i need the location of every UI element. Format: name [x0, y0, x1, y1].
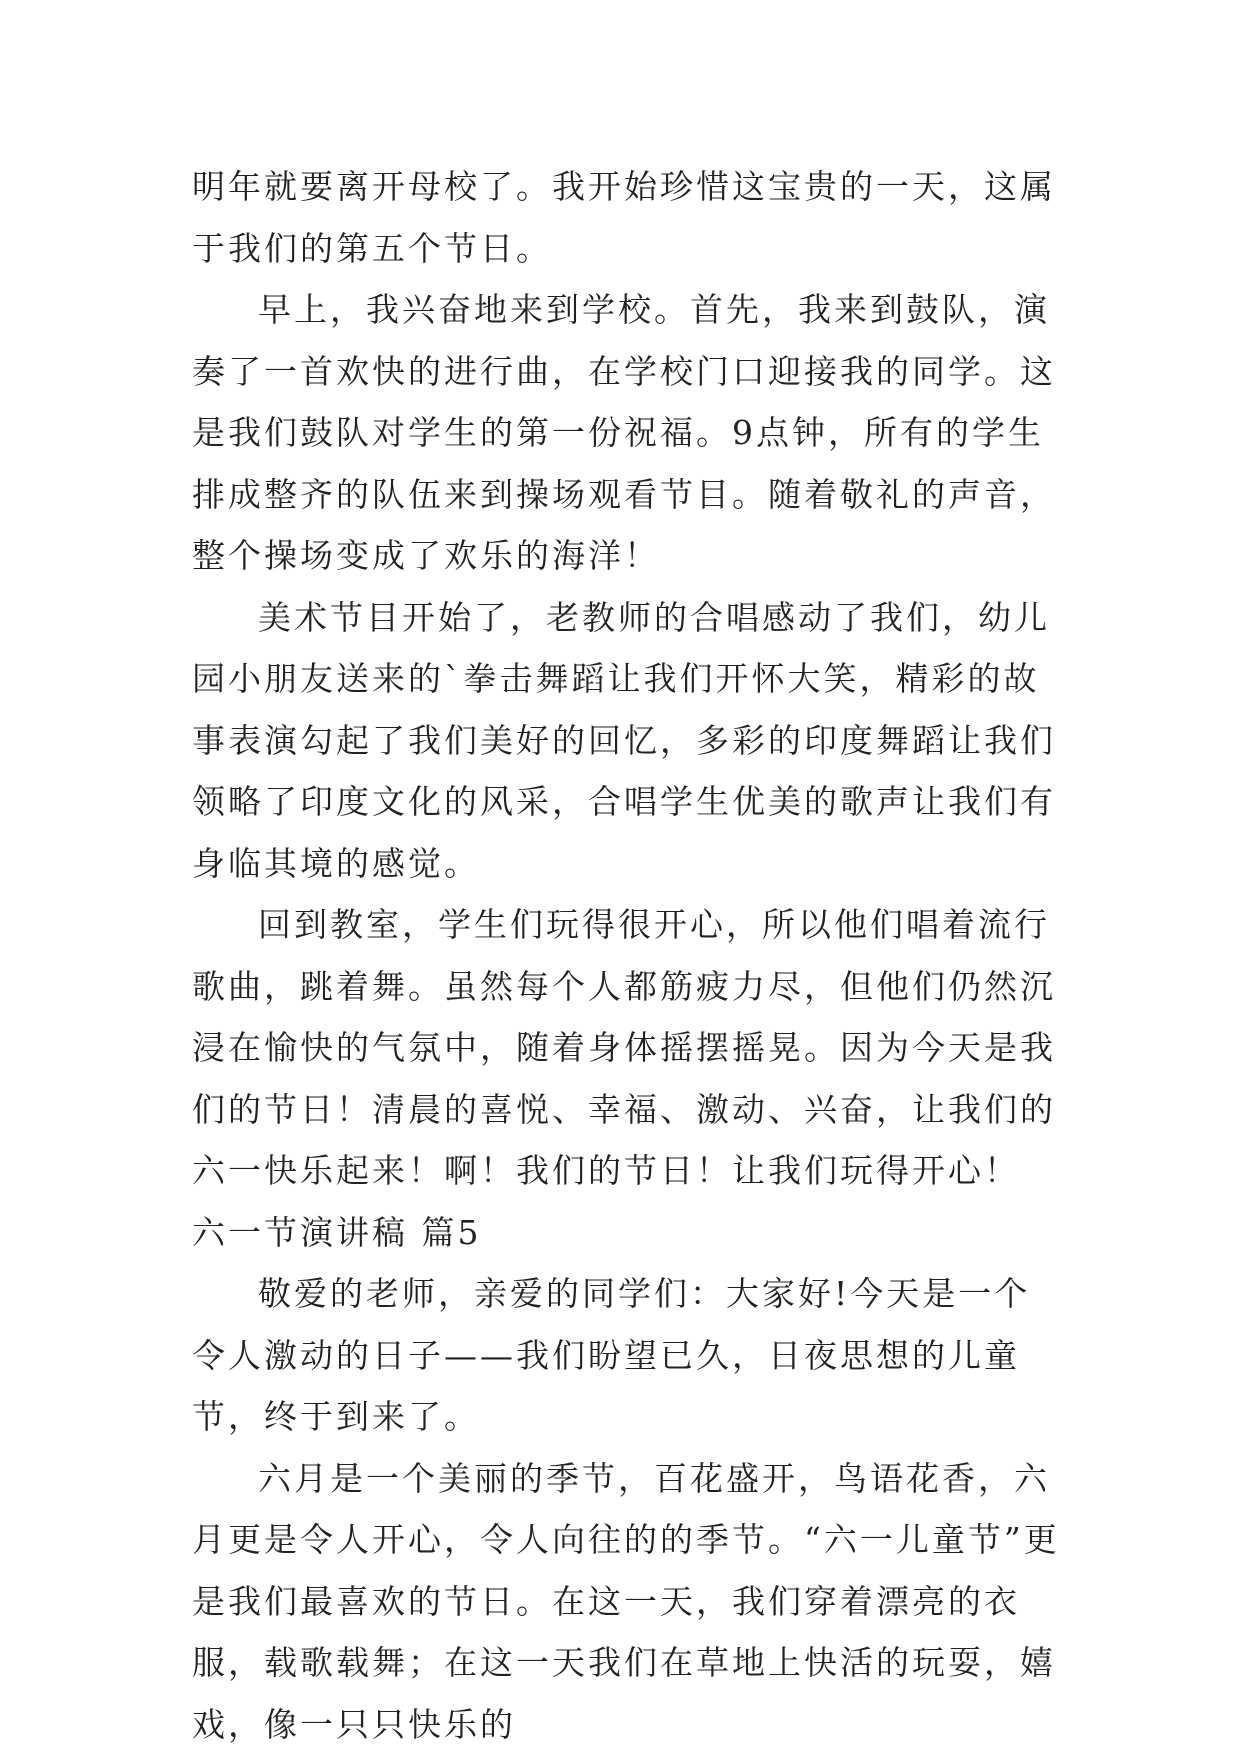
document-body [192, 156, 1062, 1755]
paragraph-3: 美术节目开始了，老教师的合唱感动了我们，幼儿园小朋友送来的`拳击舞蹈让我们开怀大笑，精彩的故事表演勾起了我们美好的回忆，多彩的印度舞蹈让我们领略了印度文化的风采，合唱学生优美的歌声让我们有身临其境的感觉。 [192, 587, 1062, 895]
paragraph-1: 明年就要离开母校了。我开始珍惜这宝贵的一天，这属于我们的第五个节日。 [192, 156, 1062, 279]
paragraph-2: 早上，我兴奋地来到学校。首先，我来到鼓队，演奏了一首欢快的进行曲，在学校门口迎接我的同学。这是我们鼓队对学生的第一份祝福。9点钟，所有的学生排成整齐的队伍来到操场观看节目。随着敬礼的声音，整个操场变成了欢乐的海洋！ [192, 279, 1062, 587]
paragraph-6: 六月是一个美丽的季节，百花盛开，鸟语花香，六月更是令人开心，令人向往的的季节。“六一儿童节”更是我们最喜欢的节日。在这一天，我们穿着漂亮的衣服，载歌载舞；在这一天我们在草地上快活的玩耍，嬉戏，像一只只快乐的 [192, 1448, 1062, 1755]
paragraph-5: 敬爱的老师，亲爱的同学们：大家好!今天是一个令人激动的日子——我们盼望已久，日夜思想的儿童节，终于到来了。 [192, 1263, 1062, 1448]
paragraph-4: 回到教室，学生们玩得很开心，所以他们唱着流行歌曲，跳着舞。虽然每个人都筋疲力尽，但他们仍然沉浸在愉快的气氛中，随着身体摇摆摇晃。因为今天是我们的节日！清晨的喜悦、幸福、激动、兴奋，让我们的六一快乐起来！啊！我们的节日！让我们玩得开心！ [192, 894, 1062, 1202]
section-heading: 六一节演讲稿 篇5 [192, 1202, 1062, 1264]
